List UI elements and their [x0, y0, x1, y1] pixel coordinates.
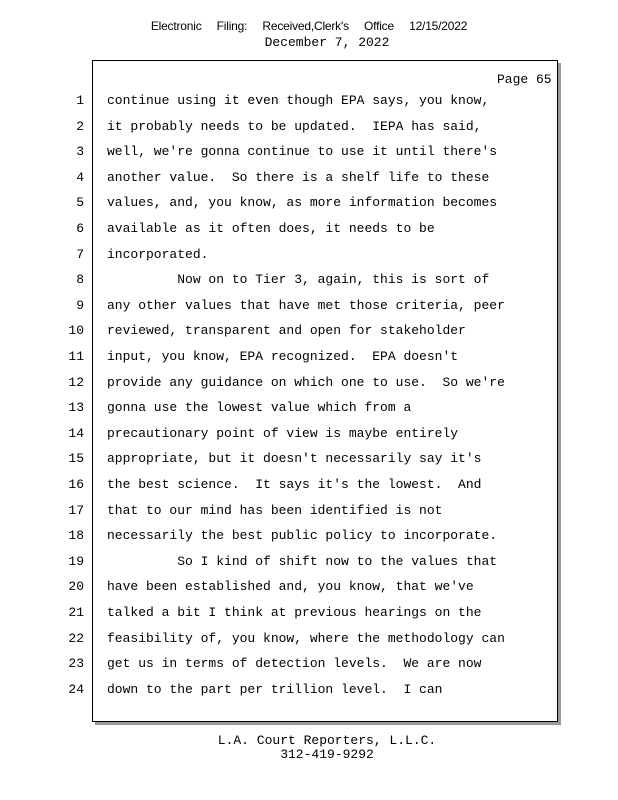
transcript-line — [0, 221, 560, 241]
line-text: continue using it even though EPA says, you know, — [107, 93, 490, 108]
reporter-phone: 312-419-9292 — [280, 747, 374, 762]
line-number: 22 — [68, 630, 84, 646]
hearing-date: December 7, 2022 — [264, 35, 390, 50]
transcript-line — [0, 349, 560, 369]
transcript-line — [0, 656, 560, 676]
line-number: 21 — [68, 605, 84, 620]
line-text: appropriate, but it doesn't necessarily say it's — [107, 451, 482, 467]
line-number: 17 — [68, 502, 84, 518]
transcript-line — [0, 119, 560, 139]
line-text: gonna use the lowest value which from a — [107, 400, 412, 416]
transcript-line — [0, 323, 560, 343]
line-text: reviewed, transparent and open for stakeholder — [107, 323, 466, 339]
line-text: have been established and, you know, that we've — [107, 579, 474, 595]
line-text: Now on to Tier 3, again, this is sort of — [107, 272, 490, 288]
line-text: provide any guidance on which one to use. So we're — [107, 374, 505, 390]
line-text: another value. So there is a shelf life to these — [107, 169, 490, 185]
line-number: 8 — [76, 272, 84, 288]
line-number: 24 — [68, 681, 84, 697]
line-text: it probably needs to be updated. IEPA has said, — [107, 118, 482, 134]
transcript-line — [0, 554, 560, 574]
line-number: 4 — [76, 169, 84, 185]
transcript-line — [0, 605, 560, 625]
line-text: feasibility of, you know, where the methodology can — [107, 630, 505, 646]
line-number: 16 — [68, 477, 84, 492]
line-number: 11 — [68, 349, 84, 364]
reporter-company: L.A. Court Reporters, L.L.C. — [217, 733, 437, 748]
transcript-line — [0, 195, 560, 215]
filing-stamp — [0, 19, 618, 33]
transcript-line — [0, 631, 560, 651]
line-text: available as it often does, it needs to be — [107, 221, 435, 236]
line-number: 2 — [76, 118, 84, 134]
line-number: 9 — [76, 297, 84, 313]
line-number: 3 — [76, 144, 84, 160]
transcript-line — [0, 682, 560, 702]
stamp-word: Office — [364, 19, 394, 33]
transcript-line — [0, 375, 560, 395]
transcript-line — [0, 528, 560, 548]
line-text: the best science. It says it's the lowest. And — [107, 477, 482, 492]
line-number: 20 — [68, 579, 84, 595]
transcript-line — [0, 93, 560, 113]
transcript-line — [0, 579, 560, 599]
stamp-word: Received,Clerk's — [262, 19, 349, 33]
transcript-line — [0, 144, 560, 164]
line-text: values, and, you know, as more information becomes — [107, 195, 498, 211]
transcript-line — [0, 426, 560, 446]
line-number: 15 — [68, 451, 84, 467]
transcript-line — [0, 272, 560, 292]
line-text: down to the part per trillion level. I can — [107, 681, 443, 697]
line-text: So I kind of shift now to the values that — [107, 553, 498, 569]
line-text: any other values that have met those criteria, peer — [107, 297, 505, 313]
line-number: 6 — [76, 221, 84, 236]
line-text: get us in terms of detection levels. We are now — [107, 656, 482, 672]
line-text: incorporated. — [107, 246, 209, 262]
line-number: 7 — [76, 246, 84, 262]
line-number: 12 — [68, 374, 84, 390]
line-number: 14 — [68, 425, 84, 441]
line-text: well, we're gonna continue to use it until there's — [107, 144, 498, 160]
transcript-line — [0, 298, 560, 318]
line-text: that to our mind has been identified is not — [107, 502, 443, 518]
line-number: 1 — [76, 93, 84, 108]
line-number: 13 — [68, 400, 84, 416]
line-text: input, you know, EPA recognized. EPA doesn't — [107, 349, 459, 364]
line-number: 23 — [68, 656, 84, 672]
line-number: 18 — [68, 528, 84, 544]
transcript-line — [0, 400, 560, 420]
stamp-word: Filing: — [216, 19, 248, 33]
transcript-line — [0, 451, 560, 471]
line-text: precautionary point of view is maybe entirely — [107, 425, 459, 441]
transcript-line — [0, 477, 560, 497]
page-number: Page 65 — [497, 72, 552, 87]
line-number: 19 — [68, 553, 84, 569]
transcript-line — [0, 503, 560, 523]
line-text: talked a bit I think at previous hearings on the — [107, 605, 482, 620]
stamp-word: 12/15/2022 — [409, 19, 468, 33]
line-text: necessarily the best public policy to incorporate. — [107, 528, 498, 544]
transcript-line — [0, 247, 560, 267]
line-number: 10 — [68, 323, 84, 339]
transcript-line — [0, 170, 560, 190]
line-number: 5 — [76, 195, 84, 211]
stamp-word: Electronic — [150, 19, 202, 33]
